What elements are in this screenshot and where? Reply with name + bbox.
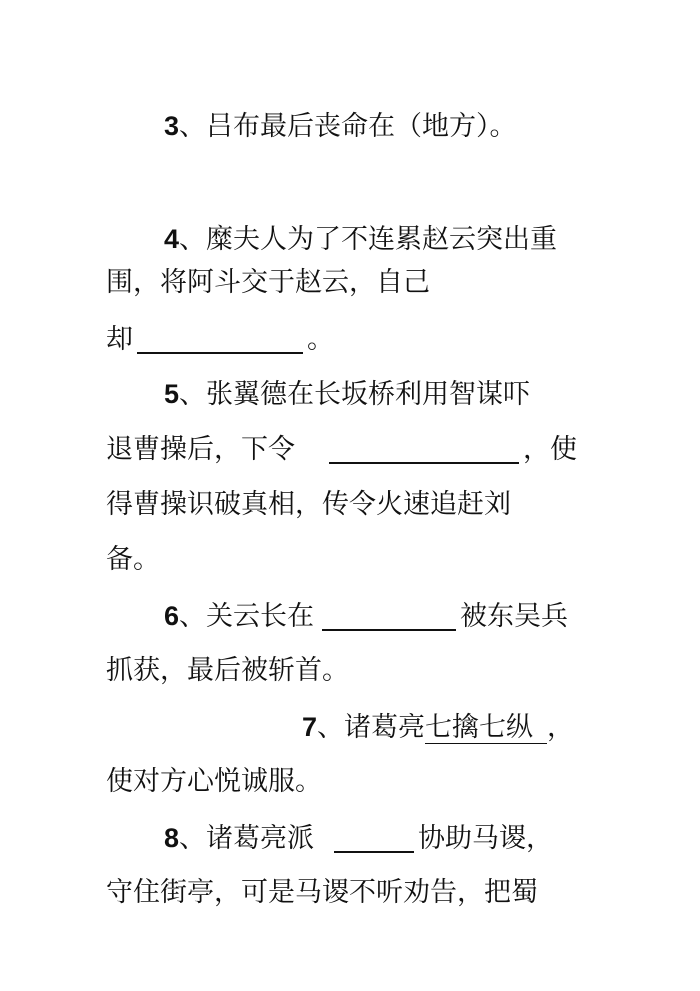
question-8-answer-blank[interactable] [334,825,414,853]
question-5-line-1 [164,376,530,412]
question-6-number: 6 [164,601,180,631]
question-5-line-2 [106,432,577,468]
question-4-text-1: 、糜夫人为了不连累赵云突出重 [179,224,558,255]
question-8-text-2: 守住街亭，可是马谡不听劝告，把蜀 [106,877,538,908]
question-3-number: 3 [164,111,180,141]
question-8-line-2 [106,875,538,911]
question-6-text-1a: 、关云长在 [179,601,315,632]
question-7-line-1 [302,709,574,745]
question-6-text-1b: 被东吴兵 [460,601,569,632]
question-4-text-2: 围，将阿斗交于赵云，自己 [106,267,430,298]
question-5-text-2b: ，使 [523,434,577,465]
question-6-answer-blank[interactable] [322,603,456,631]
question-5-answer-blank[interactable] [329,436,519,464]
question-3-line-1 [164,108,517,144]
question-3-text: 、吕布最后丧命在（地方）。 [179,111,517,142]
question-8-text-1b: 协助马谡， [418,823,554,854]
question-8-text-1a: 、诸葛亮派 [179,823,315,854]
question-6-line-1 [164,598,568,634]
question-7-number: 7 [302,712,318,742]
question-5-number: 5 [164,379,180,409]
question-4-line-3 [106,322,334,358]
question-7-text-2: 使对方心悦诚服。 [106,766,322,797]
question-7-text-1b: ， [547,712,575,743]
question-5-text-3: 得曹操识破真相，传令火速追赶刘 [106,489,511,520]
question-5-line-3 [106,487,511,523]
question-7-answer: 七擒七纵 [425,713,547,744]
question-5-text-2a: 退曹操后，下令 [106,434,295,465]
question-5-text-4: 备。 [106,544,160,575]
question-5-text-1: 、张翼德在长坂桥利用智谋吓 [179,379,531,410]
question-4-text-3a: 却 [106,324,133,355]
question-8-line-1 [164,820,553,856]
question-8-number: 8 [164,823,180,853]
question-4-line-1 [164,221,557,257]
question-6-text-2: 抓获，最后被斩首。 [106,655,349,686]
question-7-text-1a: 、诸葛亮 [317,712,426,743]
question-4-answer-blank[interactable] [137,326,303,354]
question-4-line-2 [106,265,430,301]
question-5-line-4 [106,542,160,578]
question-4-number: 4 [164,224,180,254]
question-6-line-2 [106,653,349,689]
question-7-line-2 [106,764,322,800]
question-4-text-3b: 。 [307,324,334,355]
